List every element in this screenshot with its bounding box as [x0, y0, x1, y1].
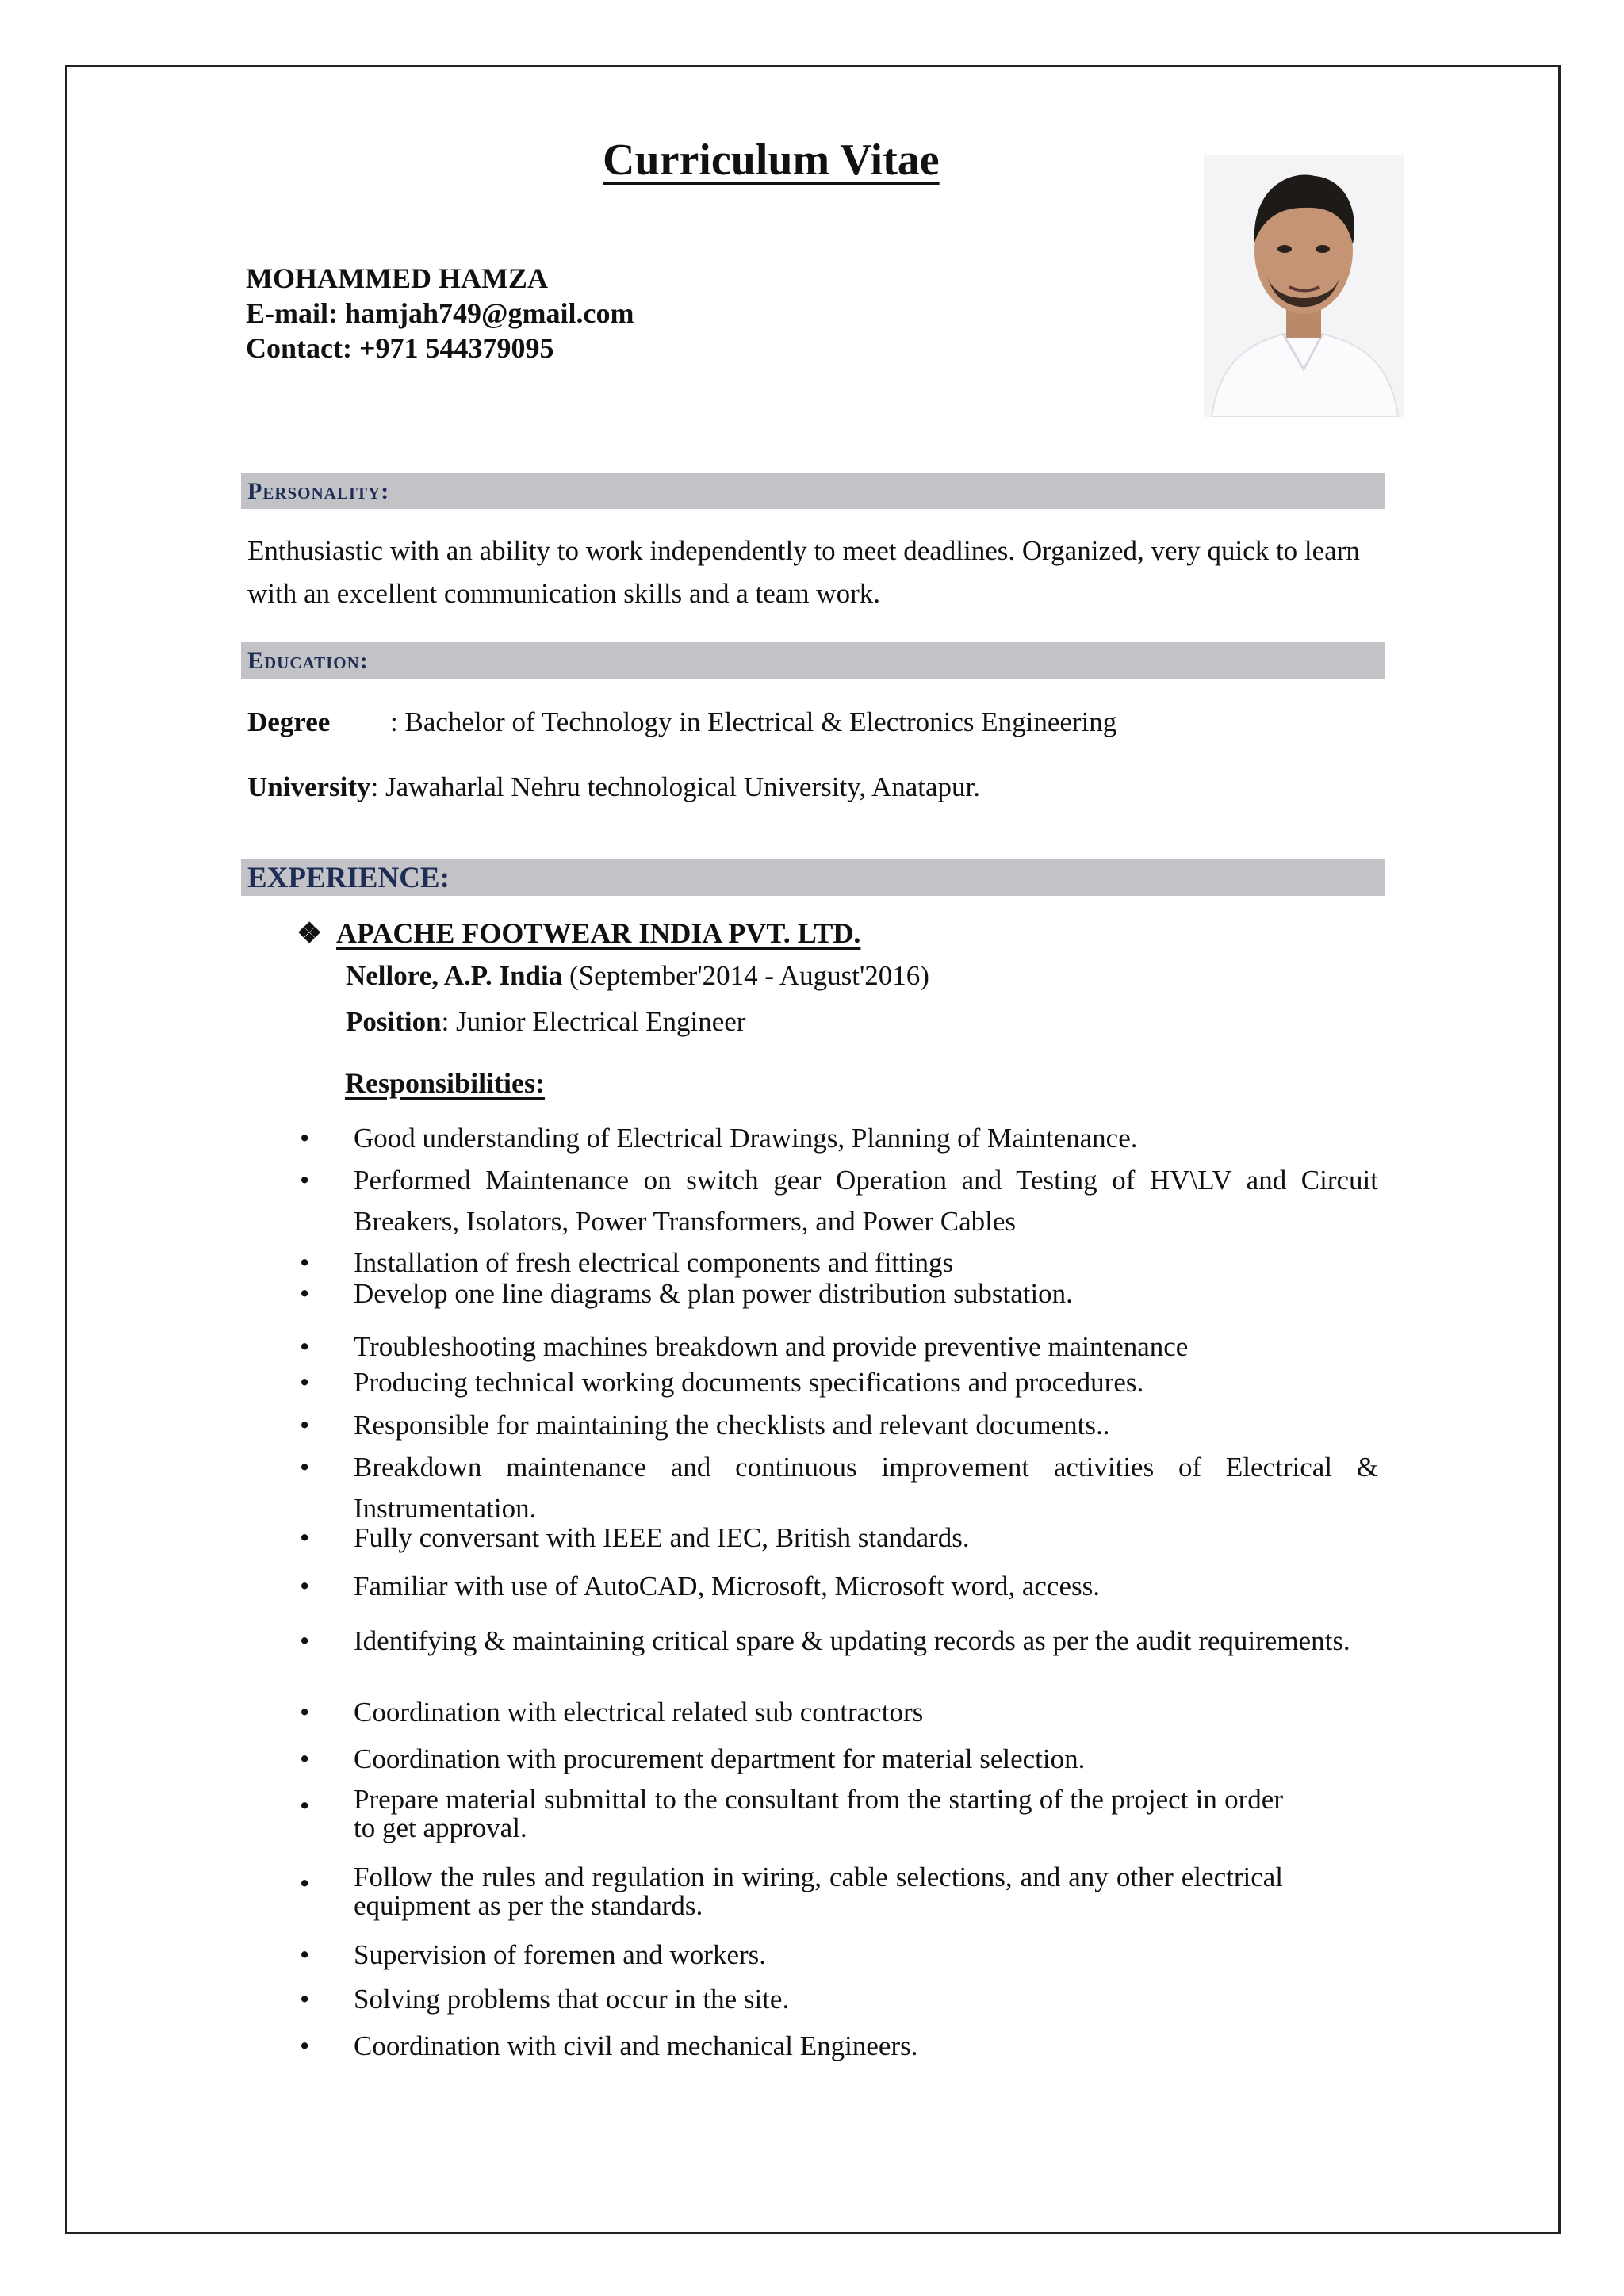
company-name: APACHE FOOTWEAR INDIA PVT. LTD. [336, 917, 861, 949]
university-label: University [247, 771, 371, 802]
position-value: : Junior Electrical Engineer [441, 1006, 746, 1037]
bullet-dot-icon: • [300, 1165, 310, 1196]
bullet-dot-icon: • [300, 1367, 310, 1398]
bullet-dot-icon: • [300, 1247, 310, 1278]
section-bar-education [241, 642, 1385, 679]
bullet-dot-icon: • [300, 2030, 310, 2061]
section-heading-personality: Personality: [247, 478, 390, 504]
section-heading-education: Education: [247, 648, 369, 674]
degree-label: Degree [247, 706, 331, 737]
bullet-dot-icon: • [300, 1571, 310, 1601]
bullet-dot-icon: • [300, 1123, 310, 1154]
candidate-name: MOHAMMED HAMZA [246, 262, 548, 294]
company-heading [297, 916, 860, 950]
bullet-dot-icon: • [300, 1410, 310, 1441]
bullet-dot-icon: • [300, 1697, 310, 1728]
page-title: Curriculum Vitae [603, 136, 940, 185]
bullet-dot-icon: • [300, 1790, 310, 1821]
employment-period: (September'2014 - August'2016) [562, 960, 929, 991]
bullet-dot-icon: • [300, 1331, 310, 1362]
university-row [247, 766, 980, 809]
bullet-dot-icon: • [300, 1522, 310, 1553]
degree-row [247, 701, 1116, 744]
contact-line: Contact: +971 544379095 [246, 332, 554, 364]
company-location: Nellore, A.P. India [346, 960, 563, 991]
position-label: Position [346, 1006, 442, 1037]
bullet-dot-icon: • [300, 1452, 310, 1483]
bullet-dot-icon: • [300, 1939, 310, 1970]
university-value: : Jawaharlal Nehru technological University, Anatapur. [370, 771, 981, 802]
section-heading-experience: EXPERIENCE: [247, 862, 450, 894]
bullet-dot-icon: • [300, 1625, 310, 1656]
position-row [346, 1001, 745, 1043]
section-bar-experience [241, 859, 1385, 896]
bullet-dot-icon: • [300, 1743, 310, 1774]
company-location-row [346, 955, 929, 997]
section-bar-personality [241, 473, 1385, 509]
portrait-photo-icon [1204, 155, 1404, 417]
degree-value: : Bachelor of Technology in Electrical & Electronics Engineering [390, 706, 1117, 737]
email-line: E-mail: hamjah749@gmail.com [246, 297, 634, 329]
responsibilities-heading: Responsibilities: [345, 1067, 546, 1099]
bullet-dot-icon: • [300, 1984, 310, 2015]
bullet-dot-icon: • [300, 1868, 310, 1899]
bullet-dot-icon: • [300, 1278, 310, 1309]
personality-text: Enthusiastic with an ability to work independently to meet deadlines. Organized, very quick to learn with an excellent communication skills and a team work. [247, 535, 1360, 609]
diamond-bullet-icon: ❖ [297, 917, 323, 949]
